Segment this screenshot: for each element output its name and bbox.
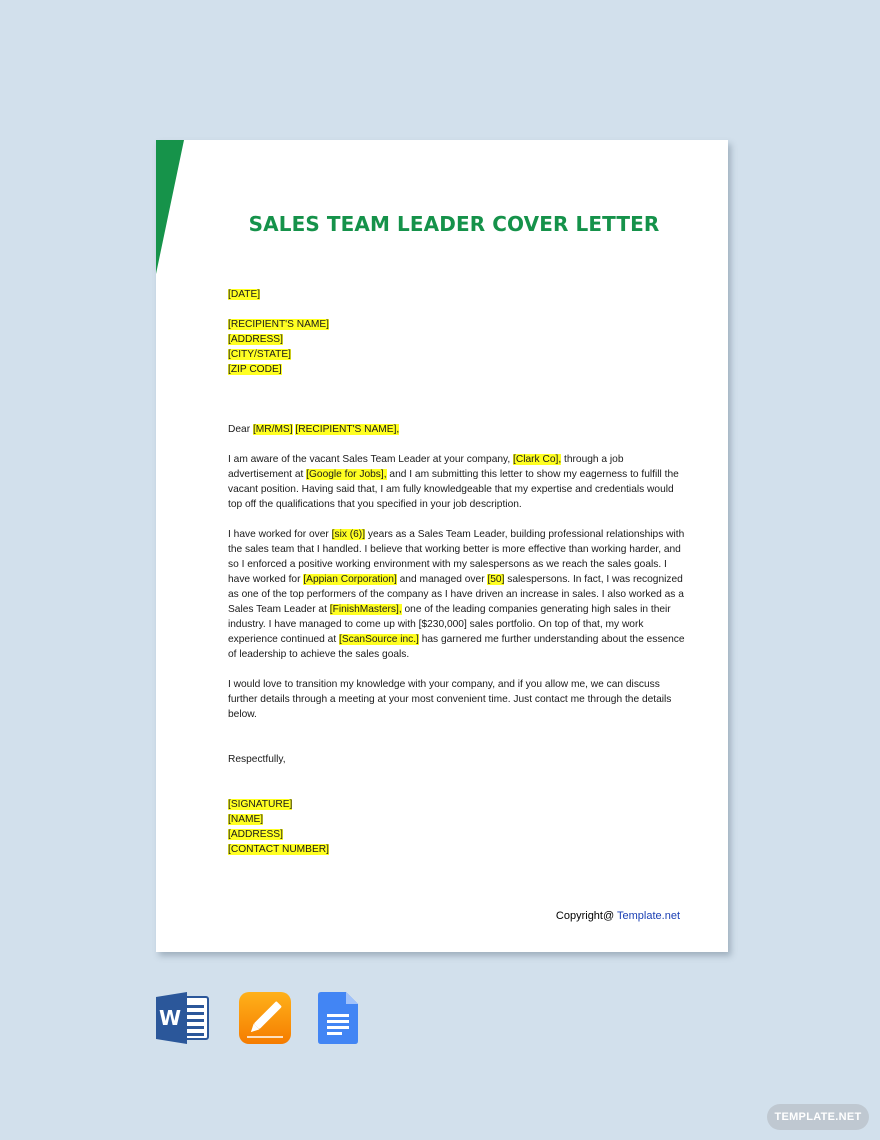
microsoft-word-icon[interactable] — [156, 992, 210, 1044]
template-net-link[interactable]: Template.net — [617, 910, 680, 922]
signature-block — [228, 797, 688, 857]
previous-employer-placeholder: [Appian Corporation] — [303, 574, 397, 585]
letter-body — [228, 287, 688, 857]
letter-page — [156, 140, 728, 952]
google-docs-icon[interactable] — [318, 992, 358, 1044]
salutation-name-placeholder: [RECIPIENT'S NAME], — [295, 424, 400, 435]
green-corner-accent — [156, 140, 186, 274]
template-net-badge[interactable]: TEMPLATE.NET — [767, 1104, 869, 1130]
title-placeholder: [MR/MS] — [252, 424, 293, 435]
sender-address-placeholder: [ADDRESS] — [228, 829, 283, 840]
city-state-placeholder: [CITY/STATE] — [228, 349, 292, 360]
name-placeholder: [NAME] — [228, 814, 264, 825]
apple-pages-icon[interactable] — [239, 992, 291, 1044]
paragraph-1: I am aware of the vacant Sales Team Leader at your company, [Clark Co], through a job advertisement at [Google for Jobs], and I am submitting this letter to show my eagerness to fulfill the vacant position. Having said that, I am fully knowledgeable that my expertise and credentials would top off the qualifications that you specified in your job description. — [228, 454, 679, 510]
recipient-name-placeholder: [RECIPIENT'S NAME] — [228, 319, 330, 330]
third-employer-placeholder: [ScanSource inc.] — [339, 634, 419, 645]
copyright-notice: Copyright@ Template.net — [555, 910, 680, 922]
closing: Respectfully, — [228, 754, 286, 765]
paragraph-2: I have worked for over [six (6)] years as a Sales Team Leader, building professional relationships with the sales team that I handled. I believe that working better is more effective than working harder, and so I enforced a positive working environment with my salespersons as we reach the sales goals. I have worked for [Appian Corporation] and managed over [50] salespersons. In fact, I was recognized as one of the top performers of the company as I have driven an increase in sales. I also worked as a Sales Team Leader at [FinishMasters], one of the leading companies generating high sales in their industry. I have managed to come up with [$230,000] sales portfolio. On top of that, my work experience continued at [ScanSource inc.] has garnered me further understanding about the essence of leadership to achieve the sales goals. — [228, 529, 685, 660]
address-placeholder: [ADDRESS] — [228, 334, 283, 345]
salespersons-count-placeholder: [50] — [487, 574, 505, 585]
zip-code-placeholder: [ZIP CODE] — [228, 364, 282, 375]
job-source-placeholder: [Google for Jobs], — [306, 469, 387, 480]
years-placeholder: [six (6)] — [331, 529, 366, 540]
recipient-block — [228, 287, 688, 377]
salutation: Dear [MR/MS] [RECIPIENT'S NAME], — [228, 424, 400, 435]
second-employer-placeholder: [FinishMasters], — [329, 604, 402, 615]
date-placeholder: [DATE] — [228, 289, 261, 300]
contact-number-placeholder: [CONTACT NUMBER] — [228, 844, 329, 855]
svg-text:W: W — [158, 1006, 182, 1030]
signature-placeholder: [SIGNATURE] — [228, 799, 293, 810]
company-placeholder: [Clark Co], — [513, 454, 562, 465]
paragraph-3: I would love to transition my knowledge with your company, and if you allow me, we can discuss further details through a meeting at your most convenient time. Just contact me through the details below. — [228, 679, 672, 720]
document-title: SALES TEAM LEADER COVER LETTER — [248, 212, 660, 236]
